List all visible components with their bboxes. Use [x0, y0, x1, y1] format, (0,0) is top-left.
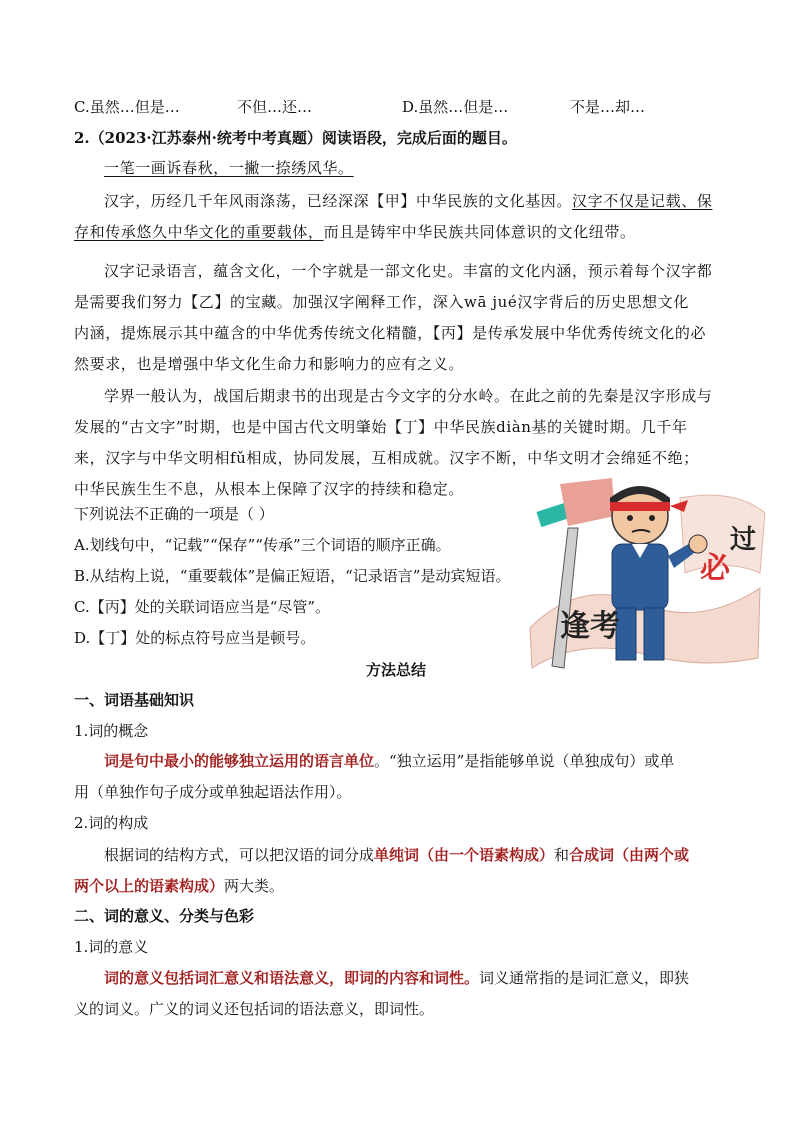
- section-heading-2: 二、词的意义、分类与色彩: [74, 907, 255, 925]
- passage-line: 发展的“古文字”时期，也是中国古代文明肇始【丁】中华民族diàn基的关键时期。几千年: [74, 418, 688, 436]
- option-c-part2: 不但…还…: [237, 98, 313, 116]
- answer-option-c: C.【丙】处的关联词语应当是“尽管”。: [74, 598, 331, 616]
- passage-line: 学界一般认为，战国后期隶书的出现是古今文字的分水岭。在此之前的先秦是汉字形成与: [104, 387, 713, 405]
- mascot-text-fengkao: 逢考: [560, 609, 620, 644]
- passage-line: 是需要我们努力【乙】的宝藏。加强汉字阐释工作，深入wā jué汉字背后的历史思想文化: [74, 293, 689, 311]
- passage-line: 存和传承悠久中华文化的重要载体，而且是铸牢中华民族共同体意识的文化纽带。: [74, 223, 636, 241]
- exam-mascot-illustration: [520, 478, 770, 670]
- subsection-heading: 2.词的构成: [74, 814, 149, 832]
- composition-line: 根据词的结构方式，可以把汉语的词分成单纯词（由一个语素构成）和合成词（由两个或: [104, 846, 690, 864]
- meaning-line: 词的意义包括词汇意义和语法意义，即词的内容和词性。词义通常指的是词汇意义，即狭: [104, 969, 690, 987]
- question-prompt: 下列说法不正确的一项是（ ）: [74, 505, 274, 523]
- question-2-label: 2.（2023·江苏泰州·统考中考真题）阅读语段，完成后面的题目。: [74, 129, 517, 147]
- answer-option-b: B.从结构上说，“重要载体”是偏正短语，“记录语言”是动宾短语。: [74, 567, 511, 585]
- subsection-heading: 1.词的意义: [74, 938, 149, 956]
- mascot-text-bi: 必: [700, 551, 730, 586]
- mascot-text-guo: 过: [730, 525, 757, 555]
- option-c: C.虽然…但是…: [74, 98, 180, 116]
- summary-heading: 方法总结: [366, 661, 427, 679]
- meaning-line: 义的词义。广义的词义还包括词的语法意义，即词性。: [74, 1000, 435, 1018]
- option-d-part2: 不是…却…: [570, 98, 646, 116]
- passage-title: 一笔一画诉春秋，一撇一捺绣风华。: [104, 159, 354, 177]
- option-d: D.虽然…但是…: [402, 98, 509, 116]
- passage-line: 然要求，也是增强中华文化生命力和影响力的应有之义。: [74, 355, 465, 373]
- definition-line: 用（单独作句子成分或单独起语法作用）。: [74, 783, 352, 801]
- answer-option-a: A.划线句中，“记载”“保存”“传承”三个词语的顺序正确。: [74, 536, 451, 554]
- passage-line: 汉字，历经几千年风雨涤荡，已经深深【甲】中华民族的文化基因。汉字不仅是记载、保: [104, 192, 713, 210]
- section-heading-1: 一、词语基础知识: [74, 691, 195, 709]
- composition-line: 两个以上的语素构成）两大类。: [74, 877, 285, 895]
- passage-line: 来，汉字与中华文明相fǔ相成，协同发展，互相成就。汉字不断，中华文明才会绵延不绝；: [74, 449, 699, 467]
- passage-line: 中华民族生生不息，从根本上保障了汉字的持续和稳定。: [74, 480, 465, 498]
- definition-line: 词是句中最小的能够独立运用的语言单位。“独立运用”是指能够单说（单独成句）或单: [104, 752, 675, 770]
- passage-line: 汉字记录语言，蕴含文化，一个字就是一部文化史。丰富的文化内涵，预示着每个汉字都: [104, 262, 713, 280]
- answer-option-d: D.【丁】处的标点符号应当是顿号。: [74, 629, 316, 647]
- subsection-heading: 1.词的概念: [74, 722, 149, 740]
- passage-line: 内涵，提炼展示其中蕴含的中华优秀传统文化精髓，【丙】是传承发展中华优秀传统文化的必: [74, 324, 707, 342]
